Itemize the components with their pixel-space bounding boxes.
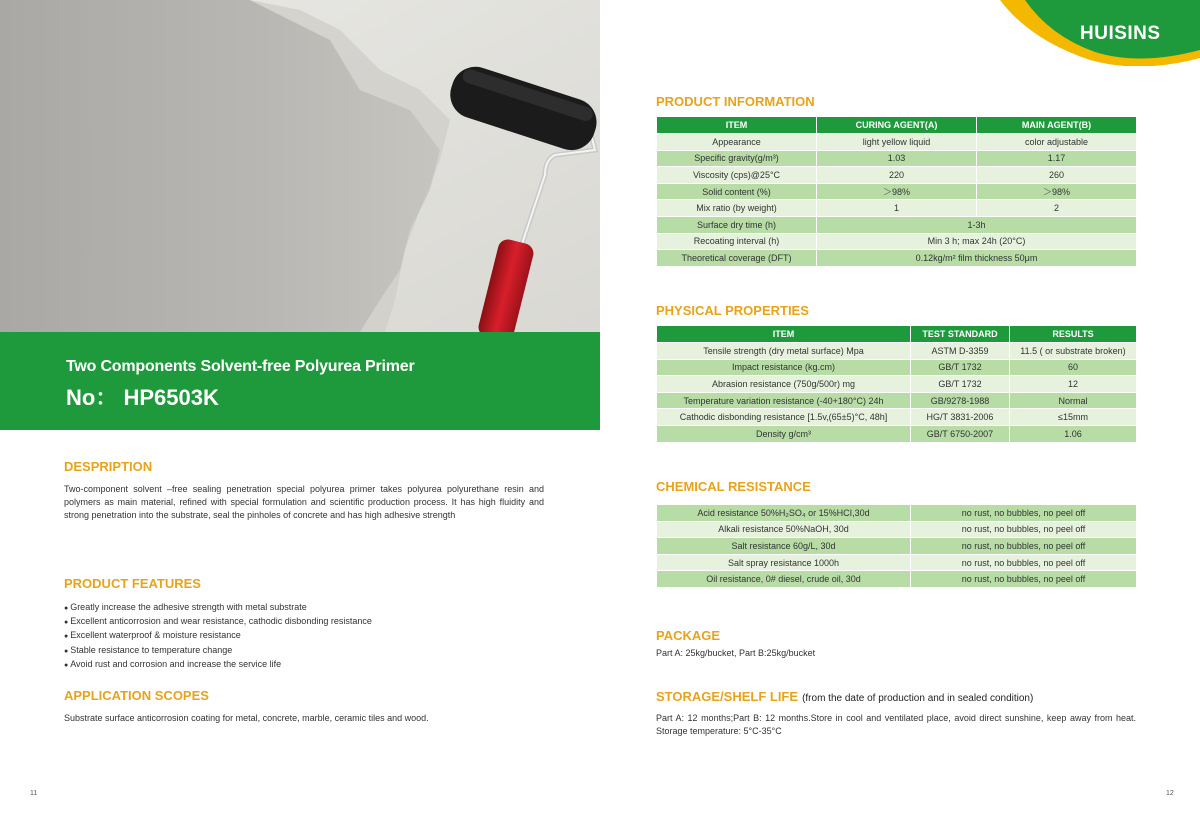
table-header-row bbox=[657, 117, 1137, 134]
table-cell: Salt resistance 60g/L, 30d bbox=[657, 538, 911, 555]
table-cell: 1.03 bbox=[817, 150, 977, 167]
table-row bbox=[657, 150, 1137, 167]
features-heading: PRODUCT FEATURES bbox=[64, 576, 201, 591]
table-cell: ASTM D-3359 bbox=[911, 343, 1010, 360]
application-heading: APPLICATION SCOPES bbox=[64, 688, 209, 703]
storage-text: Part A: 12 months;Part B: 12 months.Store in cool and ventilated place, avoid direct sunshine, keep away from heat. Storage temperature: 5°C-35°C bbox=[656, 713, 1136, 736]
table-cell: color adjustable bbox=[977, 134, 1137, 151]
table-row bbox=[657, 183, 1137, 200]
table-cell: light yellow liquid bbox=[817, 134, 977, 151]
table-row bbox=[657, 167, 1137, 184]
table-cell: Theoretical coverage (DFT) bbox=[657, 250, 817, 267]
package-text: Part A: 25kg/bucket, Part B:25kg/bucket bbox=[656, 648, 816, 658]
package-heading: PACKAGE bbox=[656, 628, 721, 643]
table-cell: Salt spray resistance 1000h bbox=[657, 554, 911, 571]
table-row bbox=[657, 200, 1137, 217]
feature-item: ● Excellent anticorrosion and wear resistance, cathodic disbonding resistance bbox=[64, 615, 372, 629]
table-cell: 260 bbox=[977, 167, 1137, 184]
table-header: RESULTS bbox=[1010, 326, 1137, 343]
table-cell: Viscosity (cps)@25°C bbox=[657, 167, 817, 184]
storage-heading bbox=[656, 689, 1033, 704]
page-number-left: 11 bbox=[30, 790, 38, 797]
table-cell: 1.06 bbox=[1010, 425, 1137, 442]
table-cell: 2 bbox=[977, 200, 1137, 217]
table-cell: 1 bbox=[817, 200, 977, 217]
table-cell: GB/T 1732 bbox=[911, 376, 1010, 393]
chemical-table bbox=[656, 504, 1137, 588]
table-header: ITEM bbox=[657, 326, 911, 343]
table-cell: Min 3 h; max 24h (20°C) bbox=[817, 233, 1137, 250]
table-cell: ＞98% bbox=[977, 183, 1137, 200]
storage-heading-text: STORAGE/SHELF LIFE bbox=[656, 689, 799, 704]
description-heading: DESPRIPTION bbox=[64, 459, 153, 474]
table-cell: 1.17 bbox=[977, 150, 1137, 167]
table-cell: HG/T 3831-2006 bbox=[911, 409, 1010, 426]
page-number-right: 12 bbox=[1166, 790, 1174, 797]
chemical-heading: CHEMICAL RESISTANCE bbox=[656, 479, 811, 494]
table-row bbox=[657, 216, 1137, 233]
table-cell: no rust, no bubbles, no peel off bbox=[911, 538, 1137, 555]
table-cell: 220 bbox=[817, 167, 977, 184]
feature-item: ● Stable resistance to temperature change bbox=[64, 644, 372, 658]
table-cell: no rust, no bubbles, no peel off bbox=[911, 554, 1137, 571]
table-row bbox=[657, 571, 1137, 588]
table-cell: 11.5 ( or substrate broken) bbox=[1010, 343, 1137, 360]
feature-item: ● Avoid rust and corrosion and increase the service life bbox=[64, 658, 372, 672]
table-header: CURING AGENT(A) bbox=[817, 117, 977, 134]
table-header: TEST STANDARD bbox=[911, 326, 1010, 343]
paint-roller-illustration bbox=[0, 0, 600, 332]
table-cell: ≤15mm bbox=[1010, 409, 1137, 426]
table-cell: GB/T 1732 bbox=[911, 359, 1010, 376]
table-cell: Solid content (%) bbox=[657, 183, 817, 200]
table-cell: 0.12kg/m² film thickness 50μm bbox=[817, 250, 1137, 267]
table-row bbox=[657, 554, 1137, 571]
table-cell: Mix ratio (by weight) bbox=[657, 200, 817, 217]
table-cell: ＞98% bbox=[817, 183, 977, 200]
table-cell: Density g/cm³ bbox=[657, 425, 911, 442]
table-cell: Tensile strength (dry metal surface) Mpa bbox=[657, 343, 911, 360]
features-list bbox=[64, 601, 372, 672]
table-row bbox=[657, 538, 1137, 555]
feature-item: ● Excellent waterproof & moisture resistance bbox=[64, 629, 372, 643]
physical-heading: PHYSICAL PROPERTIES bbox=[656, 303, 809, 318]
table-row bbox=[657, 376, 1137, 393]
table-cell: no rust, no bubbles, no peel off bbox=[911, 571, 1137, 588]
table-row bbox=[657, 409, 1137, 426]
table-cell: 12 bbox=[1010, 376, 1137, 393]
table-cell: Alkali resistance 50%NaOH, 30d bbox=[657, 521, 911, 538]
table-cell: Impact resistance (kg.cm) bbox=[657, 359, 911, 376]
application-text: Substrate surface anticorrosion coating for metal, concrete, marble, ceramic tiles and wood. bbox=[64, 713, 429, 723]
table-cell: Temperature variation resistance (-40+180°C) 24h bbox=[657, 392, 911, 409]
table-cell: 60 bbox=[1010, 359, 1137, 376]
table-cell: Appearance bbox=[657, 134, 817, 151]
table-cell: Recoating interval (h) bbox=[657, 233, 817, 250]
table-cell: 1-3h bbox=[817, 216, 1137, 233]
table-row bbox=[657, 359, 1137, 376]
description-text: Two-component solvent –free sealing penetration special polyurea primer takes polyurea polyurethane resin and polymers as main material, refined with special formulation and scientific production process. It has high fluidity and strong penetration into the substrate, seal the pinholes of concrete and has high adhesive strength bbox=[64, 484, 544, 520]
table-cell: Normal bbox=[1010, 392, 1137, 409]
table-cell: GB/9278-1988 bbox=[911, 392, 1010, 409]
table-cell: Oil resistance, 0# diesel, crude oil, 30d bbox=[657, 571, 911, 588]
product-title: Two Components Solvent-free Polyurea Primer bbox=[66, 358, 415, 375]
table-cell: Surface dry time (h) bbox=[657, 216, 817, 233]
table-header-row bbox=[657, 326, 1137, 343]
product-number: No： HP6503K bbox=[66, 385, 219, 410]
table-cell: Specific gravity(g/m³) bbox=[657, 150, 817, 167]
storage-subheading: (from the date of production and in sealed condition) bbox=[802, 693, 1034, 704]
table-row bbox=[657, 134, 1137, 151]
product-info-heading: PRODUCT INFORMATION bbox=[656, 94, 815, 109]
table-cell: Cathodic disbonding resistance [1.5v,(65±5)°C, 48h] bbox=[657, 409, 911, 426]
physical-table bbox=[656, 325, 1137, 443]
logo-text: HUISINS bbox=[1080, 23, 1161, 44]
table-cell: Acid resistance 50%H₂SO₄ or 15%HCI,30d bbox=[657, 505, 911, 522]
paint-roller-photo bbox=[0, 0, 600, 332]
product-info-table bbox=[656, 116, 1137, 267]
table-row bbox=[657, 521, 1137, 538]
table-header: ITEM bbox=[657, 117, 817, 134]
table-row bbox=[657, 505, 1137, 522]
table-row bbox=[657, 233, 1137, 250]
table-header: MAIN AGENT(B) bbox=[977, 117, 1137, 134]
table-row bbox=[657, 392, 1137, 409]
feature-item: ● Greatly increase the adhesive strength with metal substrate bbox=[64, 601, 372, 615]
table-cell: Abrasion resistance (750g/500r) mg bbox=[657, 376, 911, 393]
table-row bbox=[657, 250, 1137, 267]
table-cell: no rust, no bubbles, no peel off bbox=[911, 505, 1137, 522]
table-row bbox=[657, 343, 1137, 360]
table-row bbox=[657, 425, 1137, 442]
table-cell: GB/T 6750-2007 bbox=[911, 425, 1010, 442]
table-cell: no rust, no bubbles, no peel off bbox=[911, 521, 1137, 538]
